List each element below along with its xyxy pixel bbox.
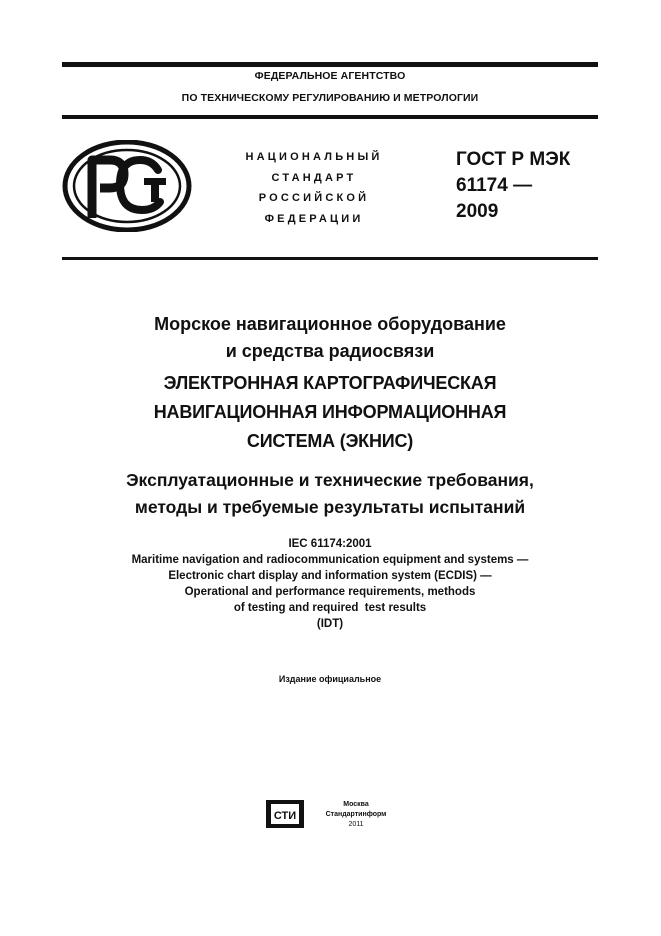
standard-designation — [456, 147, 570, 225]
title-main — [62, 369, 598, 456]
agency-line-1: ФЕДЕРАЛЬНОЕ АГЕНТСТВО — [254, 70, 406, 82]
english-line-3: Electronic chart display and information system (ECDIS) — — [168, 570, 492, 582]
english-title-block — [62, 536, 598, 632]
publisher-block — [310, 800, 402, 830]
national-line-1: НАЦИОНАЛЬНЫЙ — [245, 151, 383, 163]
designation-line-2: 61174 — — [456, 175, 533, 196]
publisher-city: Москва — [343, 801, 369, 808]
english-line-2: Maritime navigation and radiocommunication equipment and systems — — [131, 554, 529, 566]
title-subtitle-1 — [62, 311, 598, 365]
edition-label: Издание официальное — [278, 674, 382, 684]
agency-line-2: ПО ТЕХНИЧЕСКОМУ РЕГУЛИРОВАНИЮ И МЕТРОЛОГИИ — [181, 92, 479, 104]
subtitle-2-line-1: Эксплуатационные и технические требования, — [126, 470, 534, 490]
publisher-logo-text: СТИ — [273, 810, 297, 822]
subtitle-2-line-2: методы и требуемые результаты испытаний — [134, 497, 526, 517]
agency-rule — [62, 115, 598, 119]
title-subtitle-2 — [62, 467, 598, 521]
main-title-line-1: ЭЛЕКТРОННАЯ КАРТОГРАФИЧЕСКАЯ — [163, 373, 497, 393]
publisher-name: Стандартинформ — [325, 811, 387, 818]
main-title-line-3: СИСТЕМА (ЭКНИС) — [246, 431, 414, 451]
national-line-4: ФЕДЕРАЦИИ — [264, 212, 364, 225]
main-title-line-2: НАВИГАЦИОННАЯ ИНФОРМАЦИОННАЯ — [153, 402, 507, 422]
publisher-logo — [265, 799, 305, 829]
english-line-6: (IDT) — [316, 618, 344, 630]
subtitle-1-line-1: Морское навигационное оборудование — [154, 314, 506, 334]
designation-line-3: 2009 — [456, 201, 499, 222]
english-line-1: IEC 61174:2001 — [288, 538, 372, 550]
national-standard-label — [216, 147, 412, 229]
publisher-year: 2011 — [348, 821, 364, 828]
national-line-2: СТАНДАРТ — [271, 171, 357, 184]
top-rule-thick — [62, 62, 598, 67]
subtitle-1-line-2: и средства радиосвязи — [225, 341, 435, 361]
national-line-3: РОССИЙСКОЙ — [258, 192, 370, 204]
rst-emblem-logo — [62, 140, 192, 232]
english-line-5: of testing and required test results — [233, 602, 427, 614]
header-bottom-rule — [62, 257, 598, 260]
designation-line-1: ГОСТ Р МЭК — [456, 149, 571, 170]
english-line-4: Operational and performance requirements, methods — [184, 586, 476, 598]
